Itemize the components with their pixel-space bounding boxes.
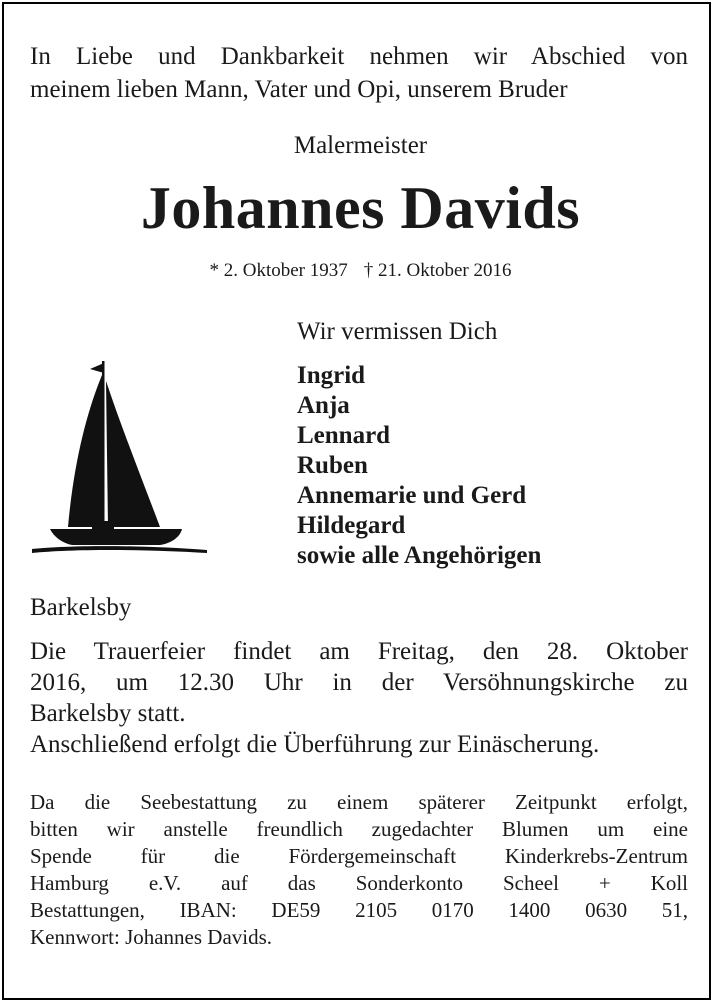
donation-line: Hamburg e.V. auf das Sonderkonto Scheel + Koll [30,871,688,895]
survivors-list [297,361,541,571]
donation-line: bitten wir anstelle freundlich zugedachter Blumen um eine [30,817,688,841]
place-name: Barkelsby [30,594,132,621]
ceremony-line: Anschließend erfolgt die Überführung zur Einäscherung. [30,731,600,758]
donation-line: Spende für die Fördergemeinschaft Kinderkrebs-Zentrum [30,844,688,868]
intro-line-2: meinem lieben Mann, Vater und Opi, unserem Bruder [30,76,568,103]
donation-line: Da die Seebestattung zu einem späterer Zeitpunkt erfolgt, [30,790,688,814]
survivor-item: sowie alle Angehörigen [297,542,542,569]
life-dates [4,260,713,282]
birth-date: * 2. Oktober 1937 [209,260,348,281]
death-date: † 21. Oktober 2016 [363,260,512,281]
donation-line: Kennwort: Johannes Davids. [30,925,273,949]
donation-text [30,789,688,951]
ceremony-text [30,636,688,760]
survivor-item: Ruben [297,452,368,479]
profession: Malermeister [293,132,428,159]
deceased-name: Johannes Davids [140,175,581,241]
intro-line-1: In Liebe und Dankbarkeit nehmen wir Abschied von [30,43,688,70]
survivor-item: Hildegard [297,512,406,539]
survivor-item: Annemarie und Gerd [297,482,527,509]
ceremony-line: Barkelsby statt. [30,700,186,727]
survivor-item: Anja [297,392,350,419]
ceremony-line: Die Trauerfeier findet am Freitag, den 28. Oktober [30,638,688,665]
donation-line: Bestattungen, IBAN: DE59 2105 0170 1400 0630 51, [30,898,688,922]
intro-text [30,40,688,106]
survivor-item: Lennard [297,422,391,449]
sailboat-icon [32,359,212,563]
miss-text: Wir vermissen Dich [297,318,498,345]
obituary-notice [2,2,711,1000]
ceremony-line: 2016, um 12.30 Uhr in der Versöhnungskirche zu [30,669,688,696]
survivor-item: Ingrid [297,362,366,389]
